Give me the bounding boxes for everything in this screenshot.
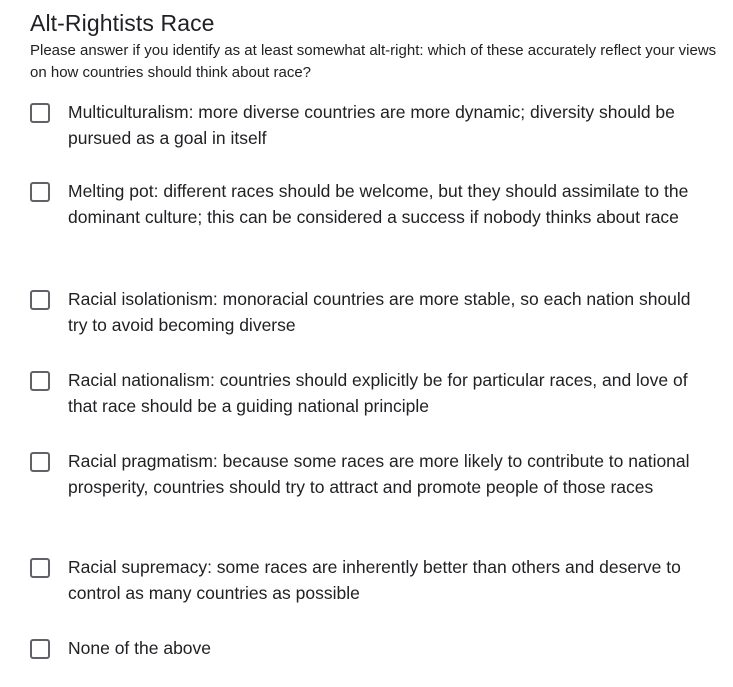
checkbox-icon[interactable] — [30, 558, 50, 578]
option-racial-nationalism[interactable] — [30, 370, 708, 419]
checkbox-icon[interactable] — [30, 290, 50, 310]
option-label: Racial pragmatism: because some races are more likely to contribute to national prosperity, countries should try to attract and promote people of those races — [68, 451, 690, 497]
option-racial-pragmatism[interactable] — [30, 451, 708, 500]
option-racial-isolationism[interactable] — [30, 289, 708, 338]
checkbox-icon[interactable] — [30, 452, 50, 472]
option-label: Multiculturalism: more diverse countries are more dynamic; diversity should be pursued as a goal in itself — [68, 102, 675, 148]
question-description: Please answer if you identify as at least somewhat alt-right: which of these accurately reflect your views on how countries should think about race? — [30, 42, 717, 81]
question-title: Alt-Rightists Race — [30, 10, 215, 36]
option-none-of-the-above[interactable] — [30, 638, 708, 661]
option-label: None of the above — [68, 638, 212, 658]
checkbox-icon[interactable] — [30, 371, 50, 391]
option-label: Racial nationalism: countries should explicitly be for particular races, and love of that race should be a guiding national principle — [68, 370, 688, 416]
checkbox-icon[interactable] — [30, 639, 50, 659]
option-multiculturalism[interactable] — [30, 102, 708, 151]
checkbox-icon[interactable] — [30, 182, 50, 202]
option-racial-supremacy[interactable] — [30, 557, 708, 606]
option-label: Melting pot: different races should be welcome, but they should assimilate to the dominant culture; this can be considered a success if nobody thinks about race — [68, 181, 689, 227]
checkbox-icon[interactable] — [30, 103, 50, 123]
option-label: Racial isolationism: monoracial countries are more stable, so each nation should try to avoid becoming diverse — [68, 289, 691, 335]
option-melting-pot[interactable] — [30, 181, 708, 230]
option-label: Racial supremacy: some races are inherently better than others and deserve to control as many countries as possible — [68, 557, 681, 603]
